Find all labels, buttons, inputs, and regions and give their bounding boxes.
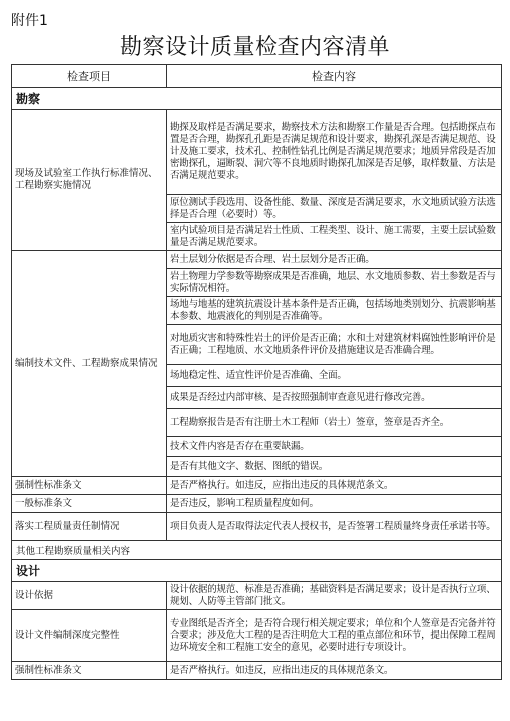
table-row — [12, 541, 502, 560]
content-cell: 场地与地基的建筑抗震设计基本条件是否正确，包括场地类别划分、抗震影响基本参数、地震液化的判别是否准确等。 — [167, 297, 502, 325]
item-cell: 强制性标准条文 — [12, 662, 167, 680]
content-cell: 场地稳定性、适宜性评价是否准确、全面。 — [167, 365, 502, 387]
table-row — [12, 662, 502, 680]
table-row — [12, 110, 502, 195]
content-cell: 是否严格执行。如违反，应指出违反的具体规范条文。 — [167, 662, 502, 680]
content-cell: 对地质灾害和特殊性岩土的评价是否正确；水和土对建筑材料腐蚀性影响评价是否正确；工程地质、水文地质条件评价及措施建议是否准确合理。 — [167, 325, 502, 365]
section-title: 勘察 — [12, 88, 502, 110]
item-cell: 强制性标准条文 — [12, 477, 167, 495]
annex-label: 附件1 — [11, 13, 48, 29]
item-cell: 落实工程质量责任制情况 — [12, 513, 167, 541]
item-cell: 设计文件编制深度完整性 — [12, 610, 167, 662]
content-cell: 岩土层划分依据是否合理、岩土层划分是否正确。 — [167, 251, 502, 269]
content-cell: 是否违反，影响工程质量程度如何。 — [167, 495, 502, 513]
content-cell: 原位测试手段选用、设备性能、数量、深度是否满足要求，水文地质试验方法选择是否合理（必要时）等。 — [167, 195, 502, 223]
item-cell: 设计依据 — [12, 582, 167, 610]
table-row — [12, 477, 502, 495]
table-row — [12, 513, 502, 541]
section-row-survey — [12, 88, 502, 110]
inspection-table — [11, 64, 502, 680]
header-content: 检查内容 — [167, 65, 502, 88]
item-cell: 现场及试验室工作执行标准情况、工程勘察实施情况 — [12, 110, 167, 251]
content-cell: 技术文件内容是否存在重要缺漏。 — [167, 437, 502, 457]
header-row — [12, 65, 502, 88]
content-cell: 工程勘察报告是否有注册土木工程师（岩土）签章，签章是否齐全。 — [167, 409, 502, 437]
section-row-design — [12, 560, 502, 582]
header-item: 检查项目 — [12, 65, 167, 88]
content-cell: 设计依据的规范、标准是否准确；基础资料是否满足要求；设计是否执行立项、规划、人防等主管部门批文。 — [167, 582, 502, 610]
content-cell: 成果是否经过内部审核、是否按照强制审查意见进行修改完善。 — [167, 387, 502, 409]
section-title: 设计 — [12, 560, 502, 582]
content-cell: 是否有其他文字、数据、图纸的错误。 — [167, 457, 502, 477]
item-cell: 一般标准条文 — [12, 495, 167, 513]
content-cell: 室内试验项目是否满足岩土性质、工程类型、设计、施工需要，主要土层试验数量是否满足规范要求。 — [167, 223, 502, 251]
content-cell: 岩土物理力学参数等勘察成果是否准确，地层、水文地质参数、岩土参数是否与实际情况相符。 — [167, 269, 502, 297]
full-width-cell: 其他工程勘察质量相关内容 — [12, 541, 502, 560]
content-cell: 是否严格执行。如违反，应指出违反的具体规范条文。 — [167, 477, 502, 495]
table-row — [12, 582, 502, 610]
table-row — [12, 610, 502, 662]
content-cell: 专业图纸是否齐全；是否符合现行相关规定要求；单位和个人签章是否完备并符合要求；涉及危大工程的是否注明危大工程的重点部位和环节，提出保障工程周边环境安全和工程施工安全的意见，必要时进行专项设计。 — [167, 610, 502, 662]
table-row — [12, 495, 502, 513]
table-row — [12, 251, 502, 269]
content-cell: 勘探及取样是否满足要求，勘察技术方法和勘察工作量是否合理。包括勘探点布置是否合理，勘探孔孔距是否满足规范和设计要求，勘探孔深是否满足规范、设计及施工要求，技术孔、控制性钻孔比例是否满足规范要求；地质异常段是否加密勘探孔，逼断裂、洞穴等不良地质时勘探孔加深是否足够，取样数量、方法是否满足规范要求。 — [167, 110, 502, 195]
item-cell: 编制技术文件、工程勘察成果情况 — [12, 251, 167, 477]
page-title: 勘察设计质量检查内容清单 — [119, 35, 390, 60]
content-cell: 项目负责人是否取得法定代表人授权书，是否签署工程质量终身责任承诺书等。 — [167, 513, 502, 541]
